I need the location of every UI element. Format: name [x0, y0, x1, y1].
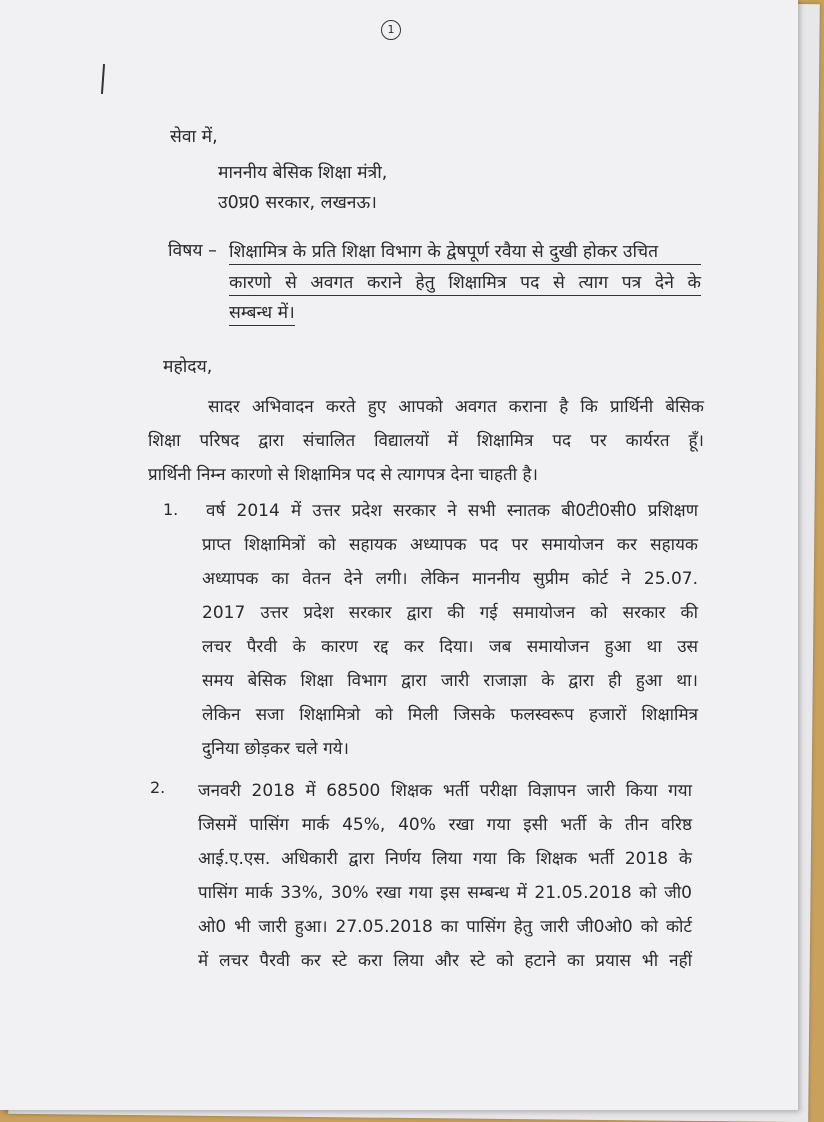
intro-paragraph [148, 390, 704, 492]
intro-line: प्रार्थिनी निम्न कारणो से शिक्षामित्र पद से त्यागपत्र देना चाहती है। [148, 465, 538, 485]
point-line: लचर पैरवी के कारण रद्द कर दिया। जब समायोजन हुआ था उस [202, 637, 698, 657]
point-line: वर्ष 2014 में उत्तर प्रदेश सरकार ने सभी स्नातक बी0टी0सी0 प्रशिक्षण [206, 501, 698, 521]
point-line: समय बेसिक शिक्षा विभाग द्वारा जारी राजाज्ञा के द्वारा ही हुआ था। [202, 671, 698, 691]
address-line-1: माननीय बेसिक शिक्षा मंत्री, [218, 163, 388, 183]
intro-line: सादर अभिवादन करते हुए आपको अवगत कराना है कि प्रार्थिनी बेसिक [208, 397, 704, 417]
point-number: 1. [163, 500, 179, 519]
point-line: अध्यापक का वेतन देने लगी। लेकिन माननीय सुप्रीम कोर्ट ने 25.07. [202, 569, 698, 589]
point-line: आई.ए.एस. अधिकारी द्वारा निर्णय लिया गया कि शिक्षक भर्ती 2018 के [198, 849, 692, 869]
address-line-2: उ0प्र0 सरकार, लखनऊ। [218, 193, 377, 213]
point-line: जनवरी 2018 में 68500 शिक्षक भर्ती परीक्षा विज्ञापन जारी किया गया [198, 781, 692, 801]
subject-line-3: सम्बन्ध में। [229, 300, 295, 326]
subject-line-1: शिक्षामित्र के प्रति शिक्षा विभाग के द्वेषपूर्ण रवैया से दुखी होकर उचित [229, 239, 701, 265]
point-line: प्राप्त शिक्षामित्रों को सहायक अध्यापक पद पर समायोजन कर सहायक [202, 535, 698, 555]
intro-line: शिक्षा परिषद द्वारा संचालित विद्यालयों में शिक्षामित्र पद पर कार्यरत हूँ। [148, 431, 704, 451]
point-line: ओ0 भी जारी हुआ। 27.05.2018 का पासिंग हेतु जारी जी0ओ0 को कोर्ट [198, 917, 692, 937]
point-line: जिसमें पासिंग मार्क 45%, 40% रखा गया इसी भर्ती के तीन वरिष्ठ [198, 815, 692, 835]
pen-mark [101, 64, 105, 94]
point-1-paragraph [202, 494, 698, 766]
point-line: पासिंग मार्क 33%, 30% रखा गया इस सम्बन्ध में 21.05.2018 को जी0 [198, 883, 692, 903]
point-line: दुनिया छोड़कर चले गये। [202, 739, 349, 759]
greeting: महोदय, [163, 357, 213, 377]
point-line: 2017 उत्तर प्रदेश सरकार द्वारा की गई समायोजन को सरकार की [202, 603, 698, 623]
point-line: लेकिन सजा शिक्षामित्रो को मिली जिसके फलस्वरूप हजारों शिक्षामित्र [202, 705, 698, 725]
subject-label: विषय – [168, 241, 217, 261]
point-2-paragraph [198, 774, 692, 978]
page-number: 1 [381, 20, 401, 40]
subject-line-2: कारणो से अवगत कराने हेतु शिक्षामित्र पद से त्याग पत्र देने के [229, 270, 701, 296]
point-line: में लचर पैरवी कर स्टे करा लिया और स्टे को हटाने का प्रयास भी नहीं [198, 951, 692, 971]
point-number: 2. [150, 778, 166, 797]
address-salutation: सेवा में, [170, 127, 218, 147]
